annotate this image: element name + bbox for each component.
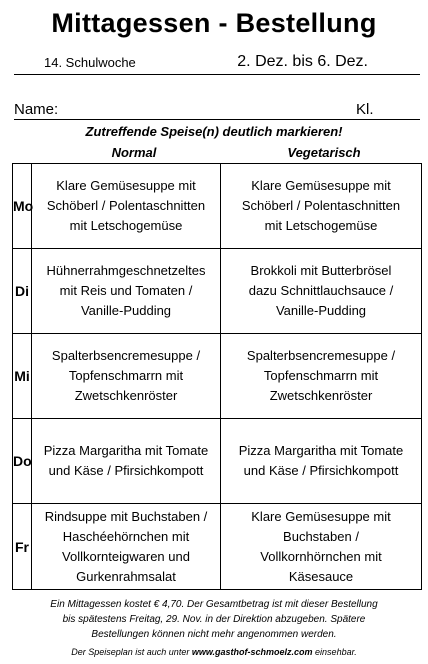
day-label: Mi: [13, 334, 32, 419]
menu-cell-vegetarian[interactable]: [221, 334, 422, 419]
dish-line: Vanille-Pudding: [275, 303, 367, 318]
footer-web-prefix: Der Speiseplan ist auch unter: [71, 647, 190, 657]
dish-line: und Käse / Pfirsichkompott: [243, 463, 399, 478]
footer-line: bis spätestens Freitag, 29. Nov. in der Direktion abzugeben. Spätere: [62, 614, 366, 625]
dish-line: Schöberl / Polentaschnitten: [46, 198, 206, 213]
dish-line: Hühnerrahmgeschnetzeltes: [46, 263, 206, 278]
dish-line: und Käse / Pfirsichkompott: [48, 463, 204, 478]
menu-row-thursday: [13, 419, 422, 504]
dish-line: Klare Gemüsesuppe mit: [251, 508, 391, 524]
footer-notice: [0, 597, 428, 642]
footer-website-note: [0, 647, 428, 657]
menu-cell-normal[interactable]: [32, 334, 221, 419]
menu-cell-normal[interactable]: [32, 504, 221, 590]
menu-cell-vegetarian[interactable]: [221, 504, 422, 590]
dish-line: Brokkoli mit Butterbrösel: [250, 263, 392, 278]
menu-table: [12, 163, 422, 590]
menu-cell-vegetarian[interactable]: [221, 249, 422, 334]
dish-line: Vollkornhörnchen mit: [260, 548, 382, 564]
dish-line: Rindsuppe mit Buchstaben /: [44, 508, 208, 524]
day-label: Fr: [13, 504, 32, 590]
menu-cell-normal[interactable]: [32, 249, 221, 334]
dish-line: mit Letschogemüse: [264, 218, 378, 233]
dish-line: Haschéehörnchen mit: [62, 528, 190, 544]
dish-line: Zwetschkenröster: [269, 388, 373, 403]
dish-line: Schöberl / Polentaschnitten: [241, 198, 401, 213]
dish-line: Zwetschkenröster: [74, 388, 178, 403]
menu-row-monday: [13, 164, 422, 249]
footer-line: Ein Mittagessen kostet € 4,70. Der Gesamtbetrag ist mit dieser Bestellung: [50, 599, 378, 610]
column-header-vegetarian: Vegetarisch: [287, 145, 361, 160]
school-week-label: 14. Schulwoche: [44, 55, 136, 70]
date-range-label: 2. Dez. bis 6. Dez.: [237, 53, 368, 70]
class-field-label: Kl.: [356, 101, 374, 118]
dish-line: dazu Schnittlauchsauce /: [248, 283, 394, 298]
menu-cell-normal[interactable]: [32, 419, 221, 504]
dish-line: Klare Gemüsesuppe mit: [56, 178, 196, 193]
dish-line: mit Letschogemüse: [69, 218, 183, 233]
dish-line: Klare Gemüsesuppe mit: [251, 178, 391, 193]
name-field-line[interactable]: [14, 119, 420, 120]
dish-line: Pizza Margaritha mit Tomate: [43, 443, 209, 458]
dish-line: Vanille-Pudding: [80, 303, 172, 318]
menu-cell-vegetarian[interactable]: [221, 419, 422, 504]
dish-line: Topfenschmarrn mit: [263, 368, 379, 383]
menu-row-wednesday: [13, 334, 422, 419]
dish-line: Topfenschmarrn mit: [68, 368, 184, 383]
dish-line: Käsesauce: [288, 568, 354, 584]
dish-line: Spalterbsencremesuppe /: [246, 348, 396, 363]
instruction-text: Zutreffende Speise(n) deutlich markieren!: [85, 124, 343, 139]
menu-row-friday: [13, 504, 422, 590]
menu-cell-vegetarian[interactable]: [221, 164, 422, 249]
dish-line: Pizza Margaritha mit Tomate: [238, 443, 404, 458]
name-field-label: Name:: [14, 101, 59, 118]
day-label: Do: [13, 419, 32, 504]
menu-cell-normal[interactable]: [32, 164, 221, 249]
column-header-normal: Normal: [111, 145, 157, 160]
website-link[interactable]: www.gasthof-schmoelz.com: [191, 647, 313, 657]
day-label: Mo: [13, 164, 32, 249]
dish-line: Buchstaben /: [283, 528, 359, 544]
footer-web-suffix: einsehbar.: [315, 647, 357, 657]
page-title: Mittagessen - Bestellung: [51, 8, 377, 38]
dish-line: Vollkornteigwaren und: [62, 548, 190, 564]
menu-row-tuesday: [13, 249, 422, 334]
day-label: Di: [13, 249, 32, 334]
header-divider: [14, 74, 420, 75]
dish-line: mit Reis und Tomaten /: [59, 283, 193, 298]
dish-line: Gurkenrahmsalat: [76, 568, 176, 584]
footer-line: Bestellungen können nicht mehr angenommen werden.: [91, 629, 337, 640]
dish-line: Spalterbsencremesuppe /: [51, 348, 201, 363]
